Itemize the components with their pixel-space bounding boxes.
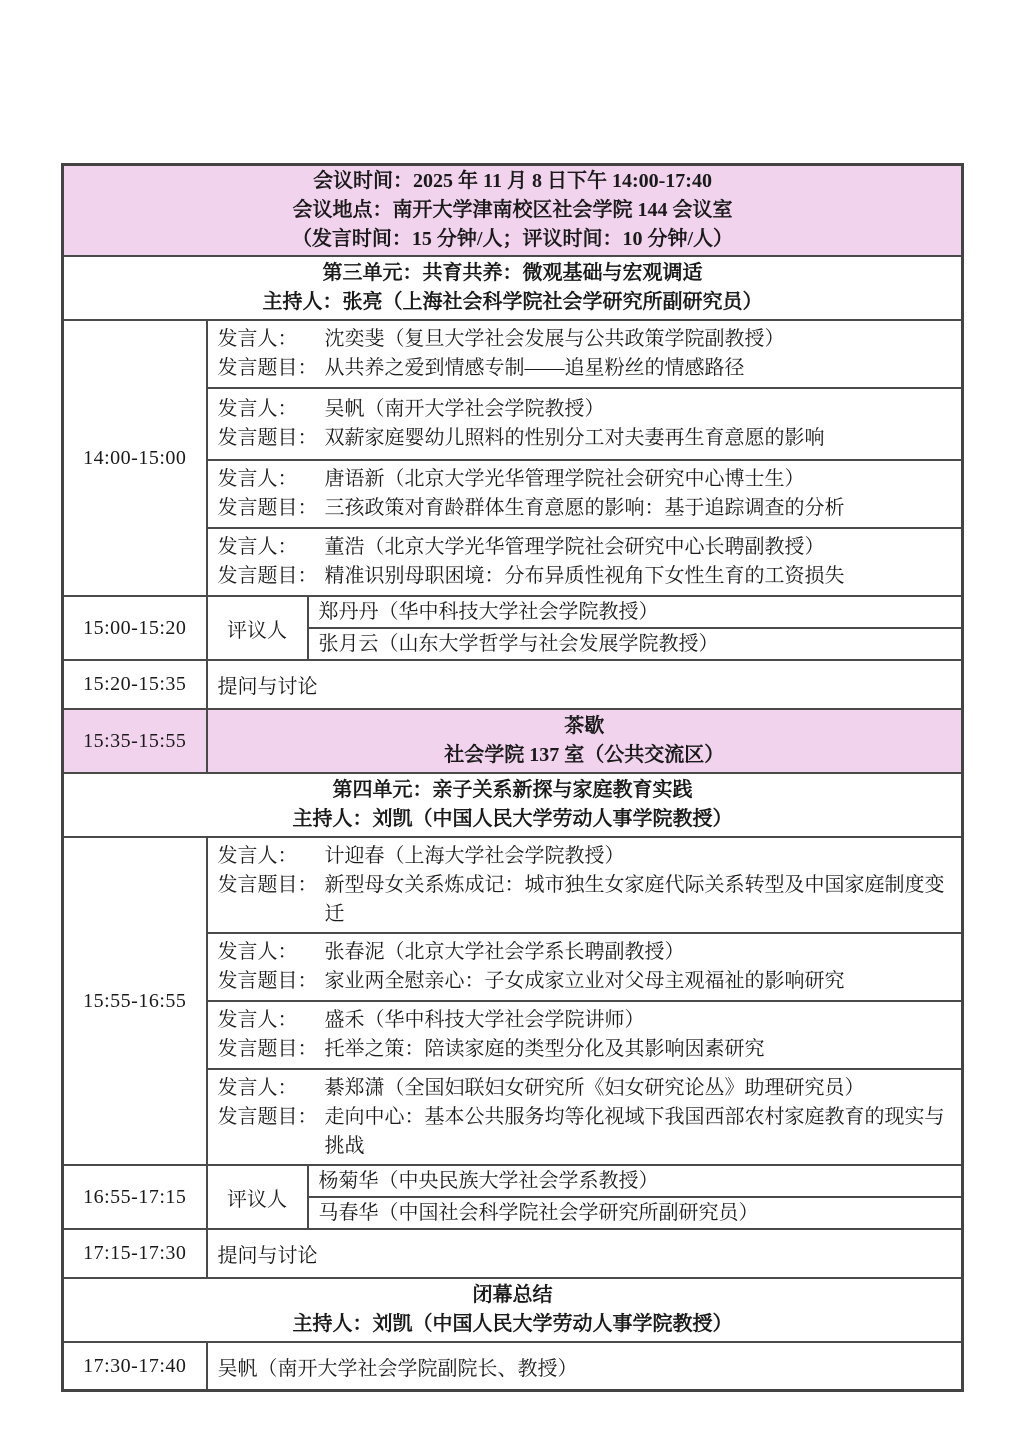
talk-topic-line bbox=[218, 424, 954, 453]
unit3-header-row bbox=[63, 256, 963, 320]
unit4-qa-row bbox=[63, 1229, 963, 1278]
unit4-talk-row-1 bbox=[63, 837, 963, 933]
unit3-talk-row-1 bbox=[63, 320, 963, 388]
talk-cell bbox=[207, 388, 963, 460]
topic-label: 发言题目： bbox=[217, 1105, 318, 1128]
meta-rules-line: （发言时间：15 分钟/人；评议时间：10 分钟/人） bbox=[291, 228, 734, 250]
speaker-label: 发言人： bbox=[217, 328, 298, 350]
talk-cell bbox=[207, 528, 963, 596]
closing-host: 主持人：刘凯（中国人民大学劳动人事学院教授） bbox=[292, 1313, 733, 1335]
speaker-label: 发言人： bbox=[217, 398, 298, 420]
talk-topic: 从共养之爱到情感专制——追星粉丝的情感路径 bbox=[324, 357, 745, 379]
closing-title: 闭幕总结 bbox=[472, 1284, 553, 1306]
talk-topic-line bbox=[218, 562, 954, 591]
closing-content-cell: 吴帆（南开大学社会学院副院长、教授） bbox=[207, 1342, 963, 1391]
meta-header-cell bbox=[63, 165, 963, 257]
closing-row bbox=[63, 1342, 963, 1391]
meta-location-line: 会议地点：南开大学津南校区社会学院 144 会议室 bbox=[292, 199, 733, 221]
speaker-label: 发言人： bbox=[217, 1076, 298, 1099]
talk-topic: 三孩政策对育龄群体生育意愿的影响：基于追踪调查的分析 bbox=[324, 497, 845, 519]
qa-cell: 提问与讨论 bbox=[207, 1229, 963, 1278]
unit3-host: 主持人：张亮（上海社会科学院社会学研究所副研究员） bbox=[262, 291, 763, 313]
unit3-qa-row bbox=[63, 660, 963, 709]
unit3-time-cell: 14:00-15:00 bbox=[63, 320, 207, 596]
discussant-name: 杨菊华（中央民族大学社会学系教授） bbox=[308, 1165, 963, 1197]
tea-break-cell bbox=[207, 709, 963, 773]
talk-speaker-line bbox=[218, 465, 954, 494]
tea-break-title: 茶歇 bbox=[564, 715, 605, 737]
topic-label: 发言题目： bbox=[217, 357, 318, 379]
talk-cell bbox=[207, 933, 963, 1001]
unit4-review-time-cell: 16:55-17:15 bbox=[63, 1165, 207, 1229]
talk-topic: 走向中心：基本公共服务均等化视域下我国西部农村家庭教育的现实与挑战 bbox=[324, 1105, 945, 1157]
talk-speaker-line bbox=[218, 1006, 954, 1035]
talk-speaker-line bbox=[218, 1074, 954, 1103]
talk-topic: 新型母女关系炼成记：城市独生女家庭代际关系转型及中国家庭制度变迁 bbox=[324, 873, 945, 925]
discussant-name: 马春华（中国社会科学院社会学研究所副研究员） bbox=[308, 1197, 963, 1229]
tea-break-location: 社会学院 137 室（公共交流区） bbox=[444, 744, 725, 766]
meta-time-line: 会议时间：2025 年 11 月 8 日下午 14:00-17:40 bbox=[313, 170, 712, 192]
topic-label: 发言题目： bbox=[217, 873, 318, 896]
closing-header-cell bbox=[63, 1278, 963, 1342]
speaker-label: 发言人： bbox=[217, 941, 298, 963]
topic-label: 发言题目： bbox=[217, 970, 318, 992]
talk-topic: 双薪家庭婴幼儿照料的性别分工对夫妻再生育意愿的影响 bbox=[324, 427, 825, 449]
talk-speaker: 盛禾（华中科技大学社会学院讲师） bbox=[324, 1009, 645, 1031]
talk-topic: 托举之策：陪读家庭的类型分化及其影响因素研究 bbox=[324, 1038, 765, 1060]
unit4-header-cell bbox=[63, 773, 963, 837]
unit3-review-row-1 bbox=[63, 596, 963, 628]
talk-speaker-line bbox=[218, 395, 954, 424]
talk-speaker: 张春泥（北京大学社会学系长聘副教授） bbox=[324, 941, 685, 963]
topic-label: 发言题目： bbox=[217, 497, 318, 519]
discussant-name: 张月云（山东大学哲学与社会发展学院教授） bbox=[308, 628, 963, 660]
talk-speaker-line bbox=[218, 842, 954, 871]
unit4-review-row-1 bbox=[63, 1165, 963, 1197]
meta-header-row bbox=[63, 165, 963, 257]
talk-topic-line bbox=[218, 967, 954, 996]
talk-topic-line bbox=[218, 1035, 954, 1064]
talk-cell bbox=[207, 1069, 963, 1165]
unit4-title: 第四单元：亲子关系新探与家庭教育实践 bbox=[332, 779, 693, 801]
unit4-header-row bbox=[63, 773, 963, 837]
speaker-label: 发言人： bbox=[217, 468, 298, 490]
talk-cell bbox=[207, 320, 963, 388]
unit3-title: 第三单元：共育共养：微观基础与宏观调适 bbox=[322, 262, 703, 284]
unit4-qa-time-cell: 17:15-17:30 bbox=[63, 1229, 207, 1278]
talk-speaker: 沈奕斐（复旦大学社会发展与公共政策学院副教授） bbox=[324, 328, 785, 350]
unit3-header-cell bbox=[63, 256, 963, 320]
talk-speaker-line bbox=[218, 938, 954, 967]
topic-label: 发言题目： bbox=[217, 565, 318, 587]
talk-speaker: 计迎春（上海大学社会学院教授） bbox=[324, 844, 625, 867]
talk-topic-line bbox=[218, 871, 954, 929]
talk-topic-line bbox=[218, 494, 954, 523]
talk-cell bbox=[207, 460, 963, 528]
speaker-label: 发言人： bbox=[217, 536, 298, 558]
unit3-review-time-cell: 15:00-15:20 bbox=[63, 596, 207, 660]
talk-speaker: 唐语新（北京大学光华管理学院社会研究中心博士生） bbox=[324, 468, 805, 490]
topic-label: 发言题目： bbox=[217, 1038, 318, 1060]
talk-cell bbox=[207, 1001, 963, 1069]
unit3-qa-time-cell: 15:20-15:35 bbox=[63, 660, 207, 709]
talk-speaker: 綦郑潇（全国妇联妇女研究所《妇女研究论丛》助理研究员） bbox=[324, 1076, 865, 1099]
speaker-label: 发言人： bbox=[217, 844, 298, 867]
discussant-label-cell: 评议人 bbox=[207, 596, 308, 660]
discussant-label-cell: 评议人 bbox=[207, 1165, 308, 1229]
qa-cell: 提问与讨论 bbox=[207, 660, 963, 709]
unit4-host: 主持人：刘凯（中国人民大学劳动人事学院教授） bbox=[292, 808, 733, 830]
talk-cell bbox=[207, 837, 963, 933]
topic-label: 发言题目： bbox=[217, 427, 318, 449]
closing-time-cell: 17:30-17:40 bbox=[63, 1342, 207, 1391]
unit4-time-cell: 15:55-16:55 bbox=[63, 837, 207, 1165]
talk-speaker: 吴帆（南开大学社会学院教授） bbox=[324, 398, 605, 420]
talk-speaker: 董浩（北京大学光华管理学院社会研究中心长聘副教授） bbox=[324, 536, 825, 558]
closing-header-row bbox=[63, 1278, 963, 1342]
speaker-label: 发言人： bbox=[217, 1009, 298, 1031]
discussant-name: 郑丹丹（华中科技大学社会学院教授） bbox=[308, 596, 963, 628]
talk-topic: 精准识别母职困境：分布异质性视角下女性生育的工资损失 bbox=[324, 565, 845, 587]
talk-topic: 家业两全慰亲心：子女成家立业对父母主观福祉的影响研究 bbox=[324, 970, 845, 992]
schedule-table bbox=[61, 163, 964, 1392]
talk-speaker-line bbox=[218, 533, 954, 562]
talk-topic-line bbox=[218, 1103, 954, 1161]
talk-speaker-line bbox=[218, 325, 954, 354]
talk-topic-line bbox=[218, 354, 954, 383]
tea-break-time-cell: 15:35-15:55 bbox=[63, 709, 207, 773]
tea-break-row bbox=[63, 709, 963, 773]
